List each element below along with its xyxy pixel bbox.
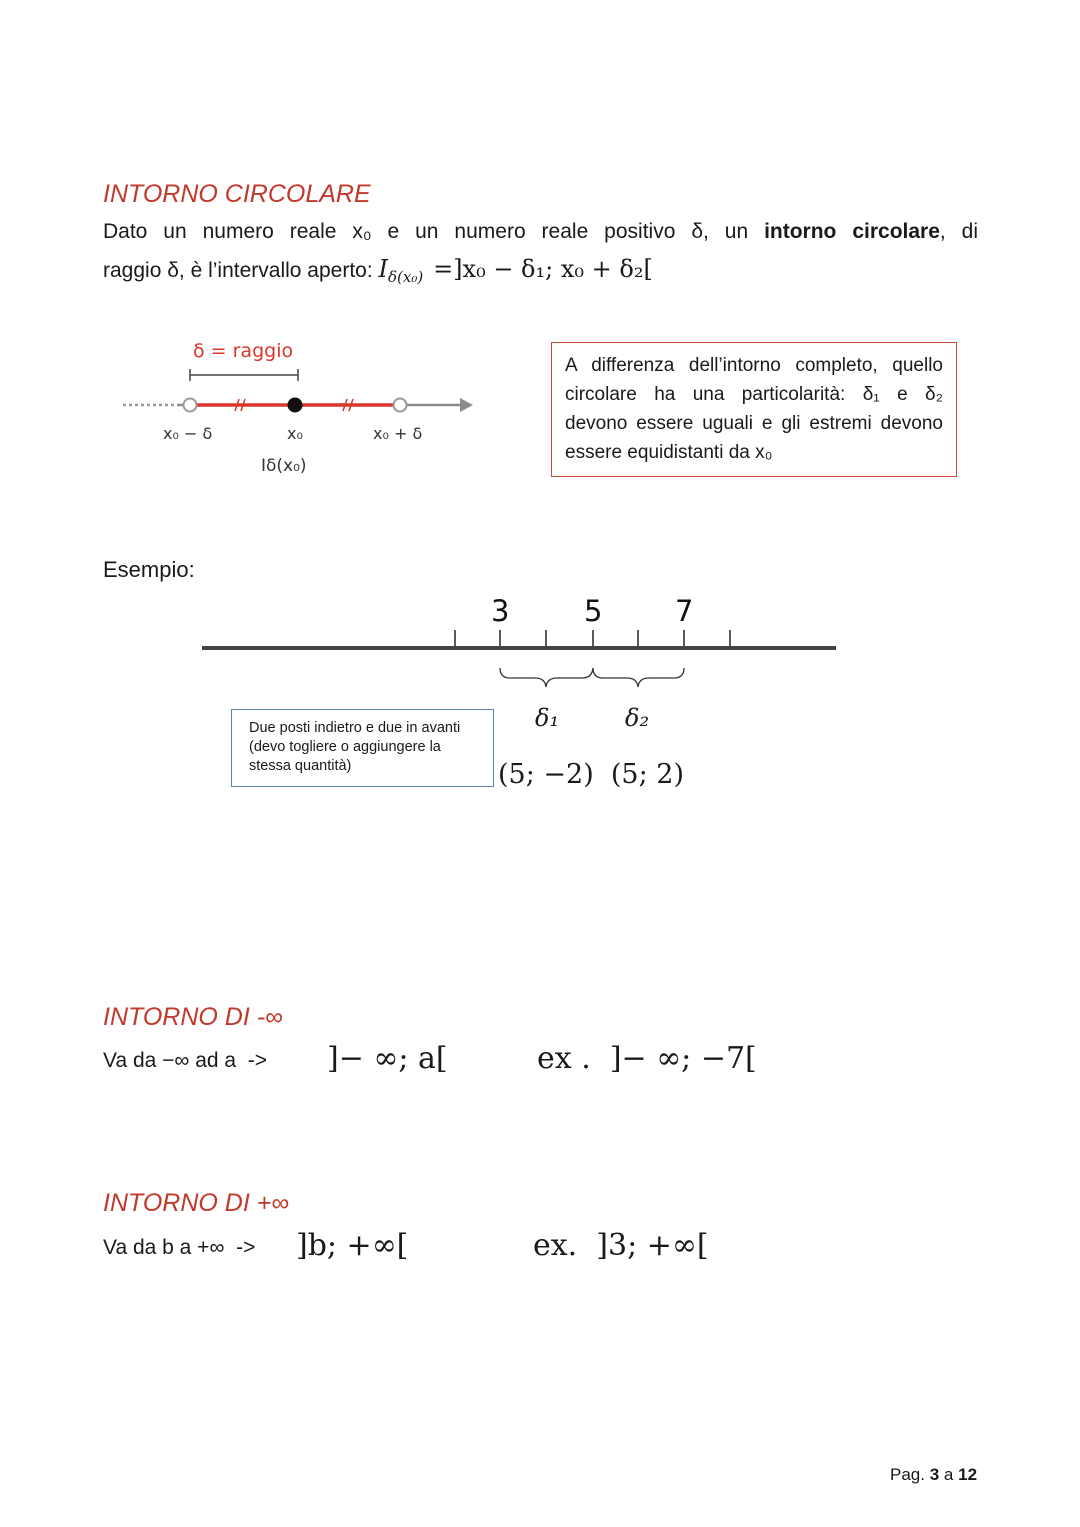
example-note-line-1: Due posti indietro e due in avanti [249, 720, 461, 736]
open-endpoint-right-icon [394, 399, 407, 412]
tick-label-5: 5 [584, 594, 603, 628]
interval-label: Iδ(x₀) [261, 456, 307, 476]
note-line-1: A differenza dell’intorno completo, quello [565, 355, 943, 376]
open-endpoint-left-icon [184, 399, 197, 412]
left-endpoint-label: x₀ − δ [163, 424, 213, 443]
brace-delta1 [500, 668, 593, 687]
definition-bold: intorno circolare [764, 220, 940, 243]
definition-line-2-text: raggio δ, è l’intervallo aperto: [103, 259, 373, 282]
definition-line-2 [103, 251, 653, 295]
formula-subscript: δ(x₀) [388, 268, 424, 287]
radius-label: δ = raggio [193, 340, 294, 362]
tick-label-3: 3 [491, 594, 510, 628]
example-pairs: (5; −2) (5; 2) [498, 759, 684, 790]
page-current: 3 [929, 1465, 940, 1484]
section2-formula: ]− ∞; a[ [327, 1041, 448, 1076]
example-label: Esempio: [103, 557, 195, 582]
note-box-circular [551, 342, 957, 477]
example-number-line [200, 590, 840, 700]
section3-text: Va da b a +∞ -> [103, 1236, 256, 1259]
delta1-label: δ₁ [535, 704, 560, 732]
note-line-3: devono essere uguali e gli estremi devono [565, 413, 943, 434]
definition-line-1 [103, 214, 978, 250]
center-label: x₀ [287, 424, 303, 443]
center-point-icon [288, 398, 303, 413]
page-middle: a [943, 1465, 954, 1484]
section3-example: ex. ]3; +∞[ [533, 1228, 709, 1263]
page-number [890, 1465, 977, 1485]
axis-arrow-icon [460, 398, 473, 412]
delta2-label: δ₂ [625, 704, 650, 732]
page-total: 12 [958, 1465, 978, 1484]
formula-interval: =]x₀ − δ₁; x₀ + δ₂[ [433, 255, 653, 283]
example-note-line-3: stessa quantità) [249, 758, 352, 774]
section2-example: ex . ]− ∞; −7[ [537, 1041, 757, 1076]
brace-delta2 [593, 668, 684, 687]
example-note-line-2: (devo togliere o aggiungere la [249, 739, 441, 755]
definition-post: , di [939, 220, 979, 243]
circular-neighborhood-figure [115, 335, 485, 485]
note-line-2: circolare ha una particolarità: δ₁ e δ₂ [565, 384, 943, 405]
page-prefix: Pag. [890, 1465, 925, 1484]
section-title-intorno-piu-infinito: INTORNO DI +∞ [103, 1189, 290, 1217]
definition-pre: Dato un numero reale x₀ e un numero reale positivo δ, un [103, 220, 765, 243]
note-box-example [231, 709, 494, 787]
tick-label-7: 7 [675, 594, 694, 628]
section-title-intorno-meno-infinito: INTORNO DI -∞ [103, 1003, 283, 1031]
note-line-4: essere equidistanti da x₀ [565, 442, 773, 463]
section3-formula: ]b; +∞[ [296, 1228, 409, 1263]
section-title-intorno-circolare: INTORNO CIRCOLARE [103, 180, 371, 208]
formula-I: I [378, 255, 388, 283]
right-endpoint-label: x₀ + δ [373, 424, 423, 443]
section2-text: Va da −∞ ad a -> [103, 1049, 268, 1072]
